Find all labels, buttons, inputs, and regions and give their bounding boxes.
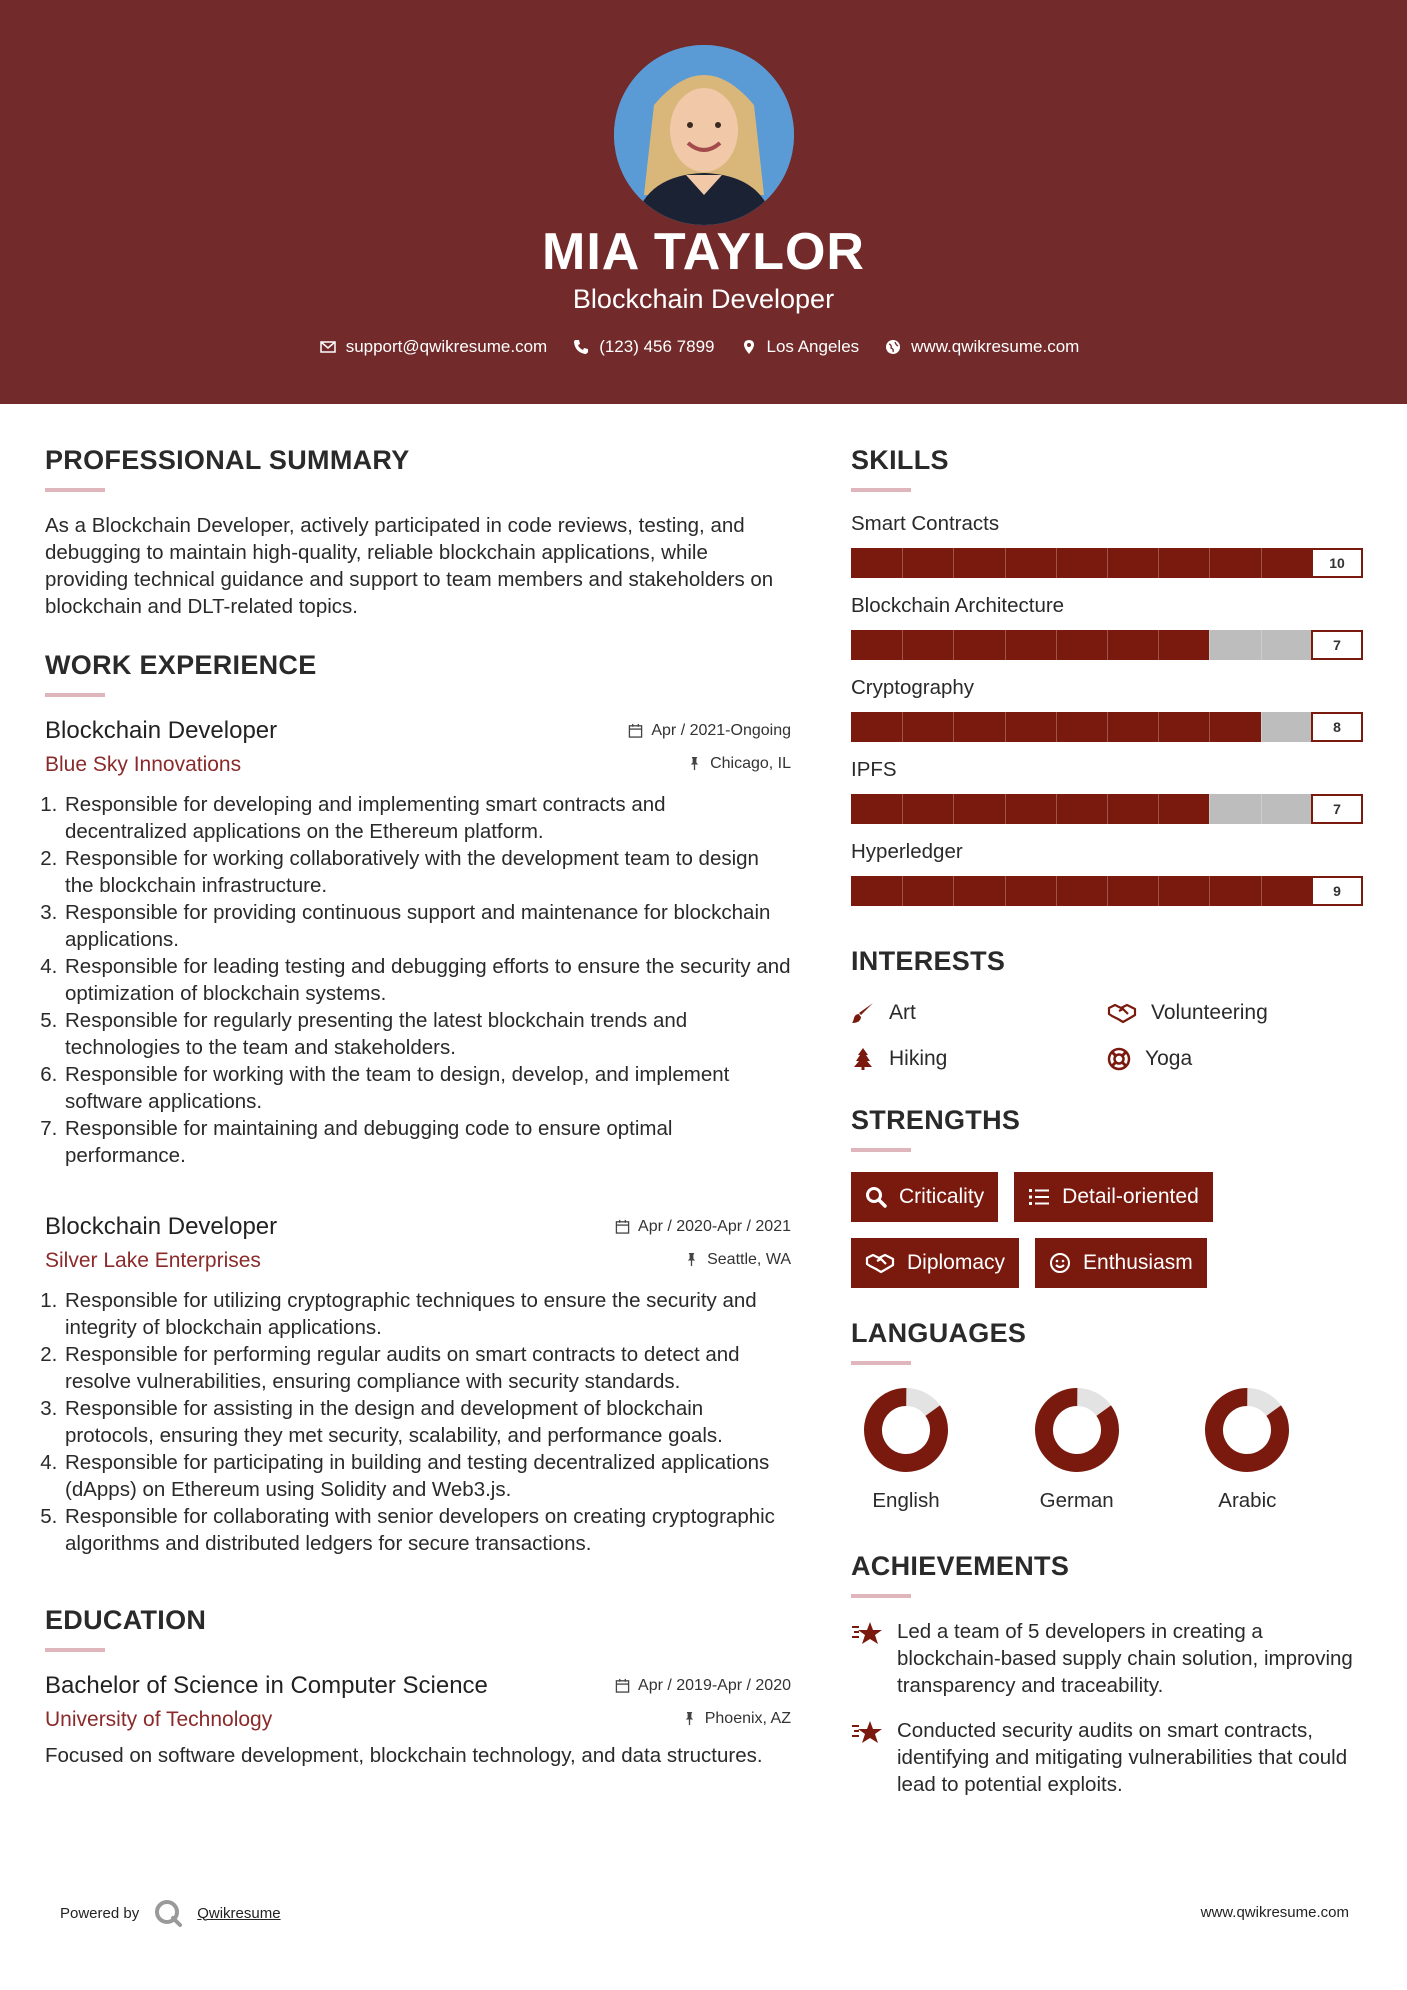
contact-phone[interactable] [573, 337, 714, 357]
education-section [45, 1605, 791, 1769]
profile-photo-illustration [614, 45, 794, 225]
skill-bar-segment [1107, 794, 1108, 824]
strength-badge [1014, 1172, 1213, 1222]
interest-label: Yoga [1145, 1047, 1193, 1070]
map-pin-icon [741, 339, 757, 355]
skill-bar-segment [1005, 794, 1006, 824]
calendar-icon [615, 1219, 630, 1234]
section-heading: WORK EXPERIENCE [45, 650, 317, 680]
list-item: 1. Responsible for developing and implementing smart contracts and decentralized applications on the Ethereum platform. [63, 791, 791, 845]
interest-label: Volunteering [1151, 1001, 1268, 1024]
skill-bar-segment [1056, 712, 1057, 742]
skill-bar-segment [1261, 630, 1262, 660]
job-date-text: Apr / 2020-Apr / 2021 [638, 1217, 791, 1235]
skill-bar-segment [1261, 712, 1262, 742]
school-name: University of Technology [45, 1708, 273, 1731]
calendar-icon [628, 723, 643, 738]
skill-bar-segment [953, 712, 954, 742]
section-heading: PROFESSIONAL SUMMARY [45, 445, 410, 475]
achievement-item [851, 1618, 1363, 1699]
handshake-icon [1107, 1001, 1137, 1025]
language-donut-fill [1032, 1385, 1122, 1475]
skill-item [851, 512, 1363, 578]
skill-bar-segment [1056, 876, 1057, 906]
strength-badge [851, 1238, 1019, 1288]
education-location [682, 1710, 791, 1728]
strength-label: Enthusiasm [1083, 1251, 1193, 1274]
skill-value: 10 [1311, 548, 1363, 578]
education-date-text: Apr / 2019-Apr / 2020 [638, 1676, 791, 1694]
contact-website-text: www.qwikresume.com [911, 337, 1080, 356]
list-item: 2. Responsible for working collaboratively with the development team to design the blockchain infrastructure. [63, 845, 791, 899]
section-heading: INTERESTS [851, 946, 1006, 976]
interest-item-yoga [1107, 1047, 1363, 1071]
job-entry [45, 1213, 791, 1557]
skill-bar [851, 712, 1363, 742]
achievement-text: Led a team of 5 developers in creating a blockchain-based supply chain solution, improving transparency and traceability. [897, 1620, 1353, 1697]
skill-bar-segment [953, 794, 954, 824]
job-company: Blue Sky Innovations [45, 753, 242, 776]
section-heading: ACHIEVEMENTS [851, 1551, 1070, 1581]
skill-bar-segment [1158, 876, 1159, 906]
skill-bar [851, 548, 1363, 578]
footer-website-link[interactable]: www.qwikresume.com [1200, 1904, 1349, 1921]
skill-name: Blockchain Architecture [851, 594, 1065, 617]
star-icon [851, 1717, 883, 1749]
achievement-text: Conducted security audits on smart contracts, identifying and mitigating vulnerabilities that could lead to potential exploits. [897, 1719, 1348, 1796]
section-divider [851, 1361, 911, 1365]
right-column [851, 445, 1363, 1816]
skill-item [851, 676, 1363, 742]
skill-bar-segment [1005, 548, 1006, 578]
interest-item-volunteering [1107, 1001, 1363, 1025]
skill-bar-segment [1158, 548, 1159, 578]
contact-phone-text: (123) 456 7899 [599, 337, 715, 356]
footer-branding [60, 1898, 281, 1928]
skill-bar-segment [1158, 630, 1159, 660]
language-item [1022, 1385, 1193, 1513]
left-column [45, 445, 791, 1769]
language-name: English [872, 1489, 940, 1512]
pushpin-icon [684, 1252, 699, 1267]
education-description: Focused on software development, blockchain technology, and data structures. [45, 1744, 763, 1767]
skill-bar-segment [1158, 712, 1159, 742]
section-divider [45, 488, 105, 492]
job-location-text: Chicago, IL [710, 754, 791, 772]
achievement-item [851, 1717, 1363, 1798]
pushpin-icon [687, 756, 702, 771]
list-item: 2. Responsible for performing regular audits on smart contracts to detect and resolve vulnerabilities, ensuring compliance with security standards. [63, 1341, 791, 1395]
job-title: Blockchain Developer [45, 717, 278, 744]
skill-name: Cryptography [851, 676, 975, 699]
skill-bar-segment [1005, 712, 1006, 742]
skill-value: 8 [1311, 712, 1363, 742]
contact-email-text: support@qwikresume.com [345, 337, 548, 356]
search-icon [865, 1186, 887, 1208]
skill-bar-segment [902, 794, 903, 824]
skill-bar [851, 794, 1363, 824]
skill-bar-segment [1056, 794, 1057, 824]
skill-bar-fill [851, 794, 1209, 824]
language-donut [1202, 1385, 1292, 1475]
job-location [687, 755, 791, 773]
strength-label: Detail-oriented [1062, 1185, 1199, 1208]
skill-bar-segment [1005, 876, 1006, 906]
skill-bar [851, 876, 1363, 906]
phone-icon [573, 339, 589, 355]
skill-bar-segment [953, 630, 954, 660]
strength-badge [1035, 1238, 1207, 1288]
skill-bar-segment [902, 712, 903, 742]
job-date [615, 1218, 791, 1236]
list-item: 1. Responsible for utilizing cryptographic techniques to ensure the security and integrity of blockchain applications. [63, 1287, 791, 1341]
skill-bar-segment [902, 876, 903, 906]
summary-text: As a Blockchain Developer, actively participated in code reviews, testing, and debugging to maintain high-quality, reliable blockchain applications, while providing technical guidance and support to team members and stakeholders on blockchain and DLT-related topics. [45, 514, 774, 618]
contact-bar [0, 337, 1407, 357]
pushpin-icon [682, 1711, 697, 1726]
skill-bar-segment [1107, 876, 1108, 906]
education-location-text: Phoenix, AZ [704, 1709, 791, 1727]
skill-value: 7 [1311, 630, 1363, 660]
job-duties [45, 791, 791, 1169]
tree-icon [851, 1047, 875, 1071]
list-item: 4. Responsible for leading testing and debugging efforts to ensure the security and optimization of blockchain systems. [63, 953, 791, 1007]
job-location [684, 1251, 791, 1269]
language-name: Arabic [1218, 1489, 1277, 1512]
list-item: 5. Responsible for collaborating with senior developers on creating cryptographic algorithms and distributed ledgers for secure transactions. [63, 1503, 791, 1557]
list-item: 3. Responsible for providing continuous support and maintenance for blockchain applications. [63, 899, 791, 953]
language-item [851, 1385, 1022, 1513]
powered-by-label: Powered by [60, 1904, 140, 1922]
skill-bar-segment [953, 876, 954, 906]
skill-value: 9 [1311, 876, 1363, 906]
list-item: 7. Responsible for maintaining and debugging code to ensure optimal performance. [63, 1115, 791, 1169]
list-item: 4. Responsible for participating in building and testing decentralized applications (dApps) on Ethereum using Solidity and Web3.js. [63, 1449, 791, 1503]
skill-bar-segment [1005, 630, 1006, 660]
section-divider [851, 488, 911, 492]
degree-title: Bachelor of Science in Computer Science [45, 1672, 488, 1699]
skill-bar-segment [1107, 630, 1108, 660]
skill-bar-segment [1209, 876, 1210, 906]
candidate-name: MIA TAYLOR [542, 223, 865, 281]
brand-link[interactable]: Qwikresume [197, 1904, 281, 1922]
job-date [628, 722, 791, 740]
job-company: Silver Lake Enterprises [45, 1249, 261, 1272]
candidate-title: Blockchain Developer [572, 284, 835, 314]
job-location-text: Seattle, WA [707, 1250, 791, 1268]
strengths-section [851, 1105, 1363, 1288]
smile-icon [1049, 1252, 1071, 1274]
section-divider [45, 1648, 105, 1652]
skill-name: Hyperledger [851, 840, 963, 863]
skill-bar-segment [953, 548, 954, 578]
achievements-section [851, 1551, 1363, 1798]
skill-bar-segment [1158, 794, 1159, 824]
profile-photo [614, 45, 794, 225]
calendar-icon [615, 1678, 630, 1693]
skills-section [851, 445, 1363, 906]
qwikresume-logo-icon [153, 1898, 183, 1928]
job-entry [45, 717, 791, 1169]
list-icon [1028, 1186, 1050, 1208]
star-icon [851, 1618, 883, 1650]
list-item: 5. Responsible for regularly presenting the latest blockchain trends and technologies to the team and stakeholders. [63, 1007, 791, 1061]
skill-bar-segment [902, 630, 903, 660]
skill-item [851, 594, 1363, 660]
resume-header [0, 0, 1407, 404]
language-donut-fill [1202, 1385, 1292, 1475]
skill-value: 7 [1311, 794, 1363, 824]
skill-bar-segment [1261, 794, 1262, 824]
handshake-icon [865, 1252, 895, 1274]
interest-label: Art [889, 1001, 916, 1024]
skill-bar-segment [1107, 548, 1108, 578]
language-donut [861, 1385, 951, 1475]
contact-location [741, 337, 860, 357]
globe-icon [885, 339, 901, 355]
section-heading: EDUCATION [45, 1605, 207, 1635]
skill-name: IPFS [851, 758, 897, 781]
job-title: Blockchain Developer [45, 1213, 278, 1240]
skill-bar-segment [1056, 548, 1057, 578]
job-duties [45, 1287, 791, 1557]
language-name: German [1039, 1489, 1114, 1512]
languages-section [851, 1318, 1363, 1513]
lifering-icon [1107, 1047, 1131, 1071]
skill-bar-fill [851, 630, 1209, 660]
language-donut [1032, 1385, 1122, 1475]
skill-bar-segment [1209, 630, 1210, 660]
education-date [615, 1677, 791, 1695]
skill-item [851, 758, 1363, 824]
summary-section [45, 445, 791, 620]
section-divider [851, 1148, 911, 1152]
strength-label: Diplomacy [907, 1251, 1006, 1274]
paintbrush-icon [851, 1001, 875, 1025]
skill-bar-fill [851, 876, 1312, 906]
language-item [1192, 1385, 1363, 1513]
skill-bar-segment [1107, 712, 1108, 742]
experience-section [45, 650, 791, 1557]
language-donut-fill [861, 1385, 951, 1475]
interest-label: Hiking [889, 1047, 948, 1070]
section-divider [851, 1594, 911, 1598]
skill-item [851, 840, 1363, 906]
skill-bar-segment [1056, 630, 1057, 660]
skill-bar-segment [1261, 548, 1262, 578]
contact-location-text: Los Angeles [766, 337, 860, 356]
list-item: 3. Responsible for assisting in the design and development of blockchain protocols, ensuring they met security, scalability, and performance goals. [63, 1395, 791, 1449]
skill-bar-segment [902, 548, 903, 578]
strength-badge [851, 1172, 998, 1222]
skill-bar [851, 630, 1363, 660]
skill-bar-segment [1209, 712, 1210, 742]
contact-website[interactable] [885, 337, 1079, 357]
interest-item-hiking [851, 1047, 1107, 1071]
section-divider [45, 693, 105, 697]
section-heading: LANGUAGES [851, 1318, 1027, 1348]
section-heading: SKILLS [851, 445, 949, 475]
envelope-icon [320, 339, 336, 355]
skills-list [851, 512, 1363, 906]
skill-bar-segment [1261, 876, 1262, 906]
section-heading: STRENGTHS [851, 1105, 1021, 1135]
interest-item-art [851, 1001, 1107, 1025]
strength-label: Criticality [899, 1185, 985, 1208]
contact-email[interactable] [320, 337, 548, 357]
skill-bar-segment [1209, 548, 1210, 578]
job-date-text: Apr / 2021-Ongoing [651, 721, 791, 739]
list-item: 6. Responsible for working with the team to design, develop, and implement software applications. [63, 1061, 791, 1115]
interests-section [851, 946, 1363, 1071]
skill-name: Smart Contracts [851, 512, 1000, 535]
skill-bar-segment [1209, 794, 1210, 824]
